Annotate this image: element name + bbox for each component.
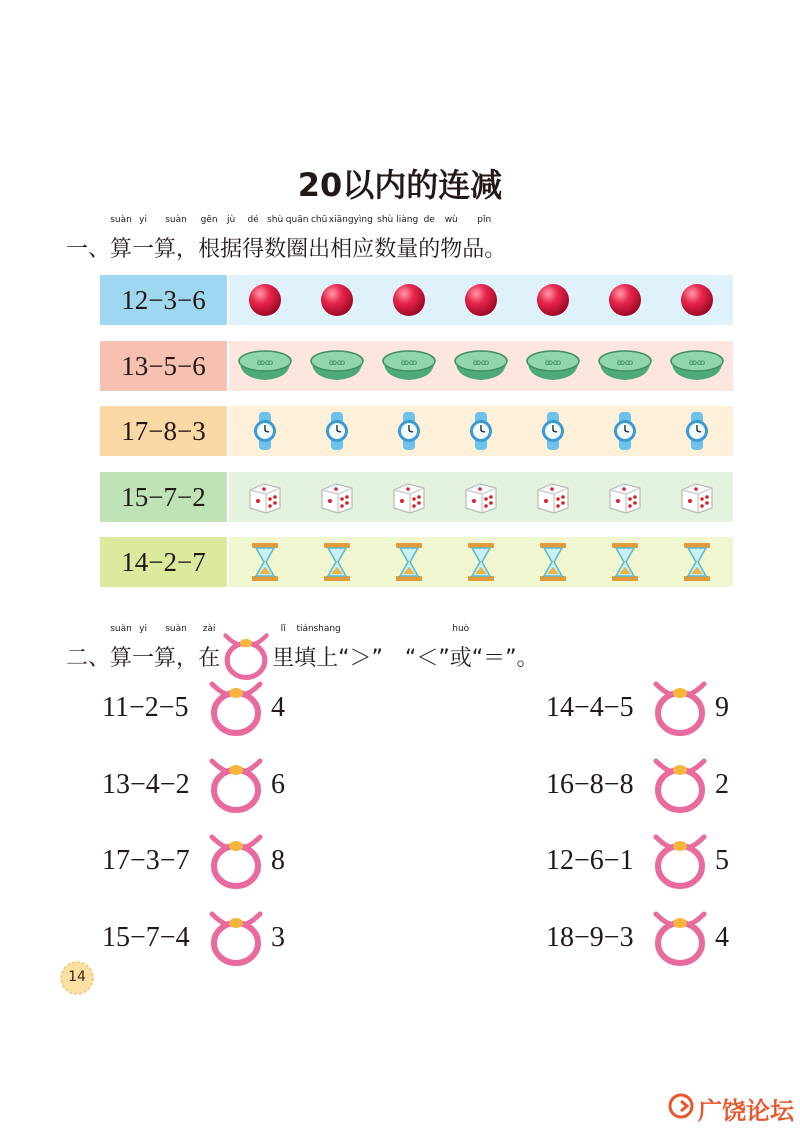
heading-char: 填 tián [294,624,317,671]
problem-value: 4 [715,921,729,953]
answer-ring[interactable] [649,757,711,821]
answer-ring[interactable] [649,910,711,974]
pinyin: chū [310,215,328,225]
soap-bar-icon[interactable] [445,341,517,391]
problem-value: 4 [271,692,285,723]
comparison-problem [546,680,735,736]
dice-icon[interactable] [301,472,373,522]
row-expression: 12−3−6 [100,275,227,325]
wristwatch-icon[interactable] [661,406,733,456]
answer-ring[interactable] [205,910,267,974]
problem-expression: 11−2−5 [102,692,189,723]
hourglass-icon[interactable] [301,537,373,587]
red-ball-icon[interactable] [661,275,733,325]
problem-value: 6 [271,768,285,800]
problem-expression: 17−3−7 [102,845,190,876]
heading-char: 一 yi [132,215,155,262]
pinyin: lǐ [280,624,286,634]
problem-value: 8 [271,845,285,876]
heading-char: 在 zài [198,624,221,671]
svg-text:ꝏꝏ: ꝏꝏ [256,357,274,367]
pinyin: liàng [396,215,419,225]
wristwatch-icon[interactable] [517,406,589,456]
forum-logo [668,1089,794,1123]
heading-char: 算， suàn [154,624,199,671]
wristwatch-icon[interactable] [373,406,445,456]
comparison-problem [546,910,735,966]
heading-char: 圈 quān [285,215,309,262]
heading-char: 一、 [66,237,111,262]
svg-text:ꝏꝏ: ꝏꝏ [544,357,562,367]
heading-char: 或 huò [449,624,472,671]
row-expression: 14−2−7 [100,537,227,587]
pinyin: yi [139,215,147,225]
heading-char: “＝”。 [471,646,539,671]
heading-char: 数 shù [264,215,287,262]
row-expression: 17−8−3 [100,406,227,456]
red-ball-icon[interactable] [445,275,517,325]
problem-expression: 18−9−3 [546,921,634,953]
problem-value: 2 [715,768,729,800]
pinyin: shù [267,215,284,225]
svg-text:ꝏꝏ: ꝏꝏ [688,357,706,367]
soap-bar-icon[interactable] [373,341,445,391]
pinyin: quān [285,215,309,225]
pinyin: suàn [110,624,132,634]
wristwatch-icon[interactable] [589,406,661,456]
pinyin: pǐn [477,215,492,225]
pinyin: suàn [165,624,187,634]
counting-row [100,537,733,587]
pinyin: yi [139,624,147,634]
heading-char: 的 de [418,215,441,262]
heading-char: 相 xiāng [328,215,354,262]
heading-char: 量 liàng [396,215,419,262]
soap-bar-icon[interactable] [229,341,301,391]
pinyin: shang [313,624,341,634]
row-expression: 13−5−6 [100,341,227,391]
dice-icon[interactable] [517,472,589,522]
hourglass-icon[interactable] [661,537,733,587]
comparison-problem [102,910,291,966]
problem-expression: 16−8−8 [546,768,634,800]
comparison-problem [546,757,735,813]
svg-text:ꝏꝏ: ꝏꝏ [472,357,490,367]
logo-icon [668,1093,694,1119]
red-ball-icon[interactable] [589,275,661,325]
heading-char: 里 lǐ [272,624,295,671]
heading-char: 算， suàn [154,215,199,262]
pinyin: suàn [110,215,132,225]
counting-row [100,472,733,522]
counting-row [100,406,733,456]
heading-char: 上 shang [313,624,341,671]
soap-bar-icon[interactable] [661,341,733,391]
red-ball-icon[interactable] [229,275,301,325]
hourglass-icon[interactable] [445,537,517,587]
answer-ring[interactable] [205,757,267,821]
problem-value: 3 [271,921,285,953]
answer-ring[interactable] [205,680,267,744]
problem-expression: 12−6−1 [546,845,634,876]
problem-value: 9 [715,692,729,723]
comparison-problem [102,833,291,889]
page-title: 20以内的连减 [297,166,503,204]
heading-char: 物 wù [440,215,463,262]
svg-text:ꝏꝏ: ꝏꝏ [616,357,634,367]
dice-icon[interactable] [661,472,733,522]
pinyin: suàn [165,215,187,225]
hourglass-icon[interactable] [229,537,301,587]
dice-icon[interactable] [373,472,445,522]
pinyin: yìng [353,215,373,225]
heading-char: 品。 pǐn [462,215,507,262]
pinyin: jù [226,215,236,225]
dice-icon[interactable] [445,472,517,522]
soap-bar-icon[interactable] [589,341,661,391]
comparison-problem [546,833,735,889]
heading-char: “＞” “＜” [338,646,450,671]
section1-heading [66,215,507,263]
answer-ring[interactable] [205,833,267,897]
soap-bar-icon[interactable] [517,341,589,391]
svg-text:ꝏꝏ: ꝏꝏ [400,357,418,367]
red-ball-icon[interactable] [517,275,589,325]
comparison-problem [102,680,291,736]
page-number: 14 [68,969,86,985]
red-ball-icon[interactable] [373,275,445,325]
problem-value: 5 [715,845,729,876]
hourglass-icon[interactable] [517,537,589,587]
pinyin: dé [247,215,259,225]
logo-text: 广饶论坛 [698,1097,794,1125]
heading-char: 据 jù [220,215,243,262]
comparison-problem [102,757,291,813]
hourglass-icon[interactable] [373,537,445,587]
wristwatch-icon[interactable] [229,406,301,456]
pinyin: zài [202,624,216,634]
wristwatch-icon[interactable] [301,406,373,456]
heading-char: 应 yìng [352,215,375,262]
answer-ring[interactable] [649,833,711,897]
heading-char: 数 shù [374,215,397,262]
red-ball-icon[interactable] [301,275,373,325]
problem-expression: 14−4−5 [546,692,634,723]
answer-ring[interactable] [649,680,711,744]
dice-icon[interactable] [229,472,301,522]
counting-row [100,341,733,391]
heading-char: 算 suàn [110,215,133,262]
pinyin: tián [296,624,314,634]
pinyin: wù [444,215,458,225]
heading-char: 得 dé [242,215,265,262]
pinyin: xiāng [328,215,354,225]
svg-text:ꝏꝏ: ꝏꝏ [328,357,346,367]
heading-char: 算 suàn [110,624,133,671]
heading-char: 根 gēn [198,215,221,262]
row-expression: 15−7−2 [100,472,227,522]
dice-icon[interactable] [589,472,661,522]
pinyin: shù [377,215,394,225]
problem-expression: 13−4−2 [102,768,190,800]
problem-expression: 15−7−4 [102,921,190,953]
wristwatch-icon[interactable] [445,406,517,456]
pinyin: huò [452,624,470,634]
soap-bar-icon[interactable] [301,341,373,391]
pinyin: de [423,215,435,225]
counting-row [100,275,733,325]
heading-char: 二、 [66,646,111,671]
heading-char: 一 yi [132,624,155,671]
section2-heading [66,624,539,686]
pinyin: gēn [200,215,218,225]
answer-ring-icon [220,632,272,686]
hourglass-icon[interactable] [589,537,661,587]
heading-char: 出 chū [308,215,331,262]
